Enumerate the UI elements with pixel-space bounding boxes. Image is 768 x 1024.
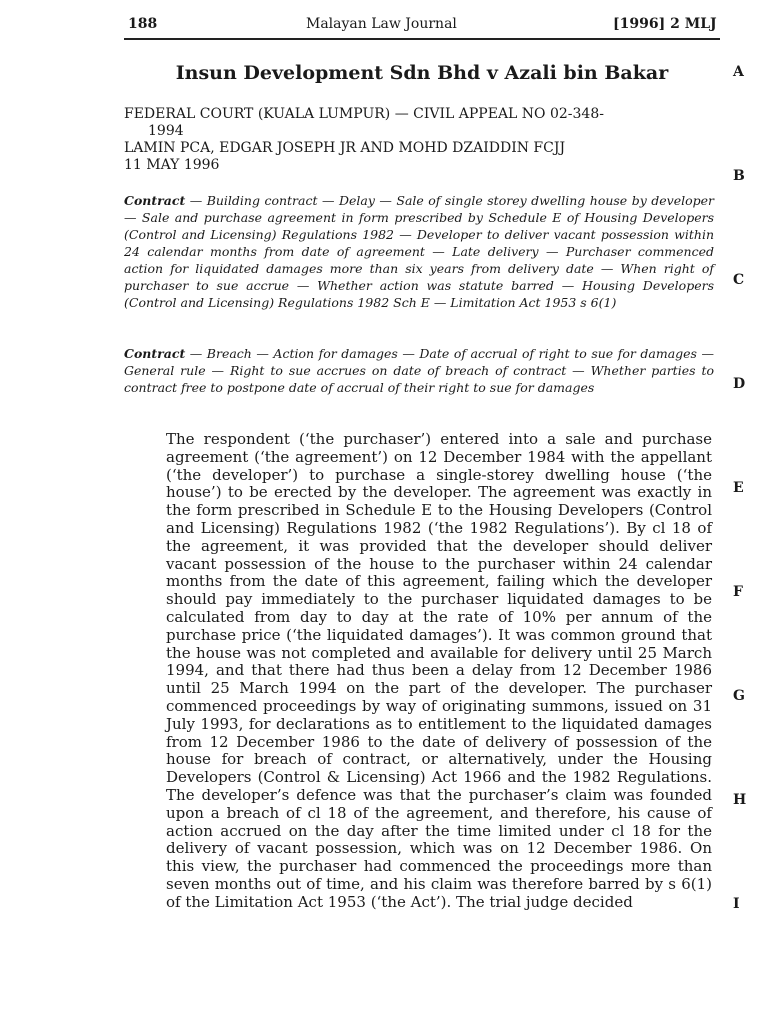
margin-letter-i: I [733,896,740,912]
court-line [124,106,724,140]
margin-letter-f: F [733,584,743,600]
margin-letter-h: H [733,792,747,808]
case-title: Insun Development Sdn Bhd v Azali bin Bakar [175,62,669,84]
page-number: 188 [128,16,158,32]
headnote-1-text: — Building contract — Delay — Sale of single storey dwelling house by developer — Sale and purchase agreement in form prescribed by Schedule E of Housing Developers (Control and Licensing) Regulations 1982 — Developer to deliver vacant possession within 24 calendar months from date of agreement — Late delivery — Purchaser commenced action for liquidated damages more than six years from delivery date — When right of purchaser to sue accrue — Whether action was statute barred — Housing Developers (Control and Licensing) Regulations 1982 Sch E — Limitation Act 1953 s 6(1) [124,193,714,310]
headnote-1-label: Contract [124,193,186,208]
headnote-2-text: — Breach — Action for damages — Date of accrual of right to sue for damages — General rule — Right to sue accrues on date of breach of contract — Whether parties to contract free to postpone date of accrual of their right to sue for damages [124,346,714,395]
header-rule [124,38,720,40]
citation: [1996] 2 MLJ [613,16,717,32]
body-paragraph: The respondent (‘the purchaser’) entered into a sale and purchase agreement (‘the agreement’) on 12 December 1984 with the appellant (‘the developer’) to purchase a single-storey dwelling house (‘the house’) to be erected by the developer. The agreement was exactly in the form prescribed in Schedule E to the Housing Developers (Control and Licensing) Regulations 1982 (‘the 1982 Regulations’). By cl 18 of the agreement, it was provided that the developer should deliver vacant possession of the house to the purchaser within 24 calendar months from the date of this agreement, failing which the developer should pay immediately to the purchaser liquidated damages to be calculated from day to day at the rate of 10% per annum of the purchase price (‘the liquidated damages’). It was common ground that the house was not completed and available for delivery until 25 March 1994, and that there had thus been a delay from 12 December 1986 until 25 March 1994 on the part of the developer. The purchaser commenced proceedings by way of originating summons, issued on 31 July 1993, for declarations as to entitlement to the liquidated damages from 12 December 1986 to the date of delivery of possession of the house for breach of contract, or alternatively, under the Housing Developers (Control & Licensing) Act 1966 and the 1982 Regulations. The developer’s defence was that the purchaser’s claim was founded upon a breach of cl 18 of the agreement, and therefore, his cause of action accrued on the day after the time limited under cl 18 for the delivery of vacant possession, which was on 12 December 1986. On this view, the purchaser had commenced the proceedings more than seven months out of time, and his claim was therefore barred by s 6(1) of the Limitation Act 1953 (‘the Act’). The trial judge decided [166,430,712,911]
margin-letter-b: B [733,168,745,184]
headnote-2 [124,345,714,396]
margin-letter-c: C [733,272,745,288]
margin-letter-d: D [733,376,746,392]
judges-line: LAMIN PCA, EDGAR JOSEPH JR AND MOHD DZAIDDIN FCJJ [124,140,566,156]
headnote-2-label: Contract [124,346,186,361]
margin-letter-a: A [733,64,744,80]
court-line-2: 1994 [148,123,184,139]
decision-date: 11 MAY 1996 [124,157,220,173]
journal-name: Malayan Law Journal [306,16,457,32]
margin-letter-g: G [733,688,745,704]
court-line-1: FEDERAL COURT (KUALA LUMPUR) — CIVIL APPEAL NO 02-348- [124,106,604,122]
headnote-1 [124,192,714,311]
margin-letter-e: E [733,480,744,496]
